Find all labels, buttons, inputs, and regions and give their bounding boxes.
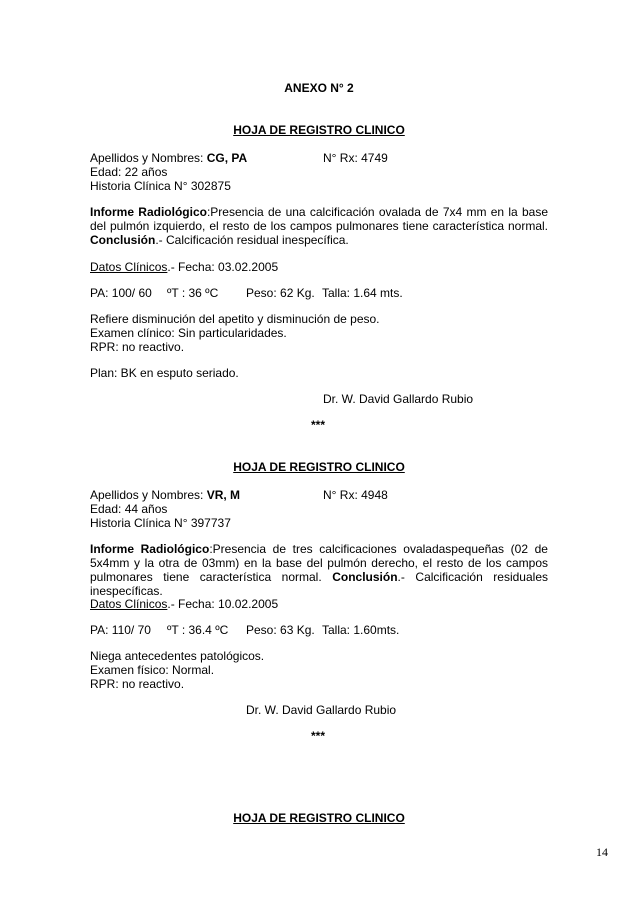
page-number: 14 (596, 845, 608, 859)
record-1-temp: ºT : 36 ºC (167, 286, 219, 300)
record-2-report (90, 542, 548, 598)
conclusion-label: Conclusión (332, 570, 398, 584)
annex-title: ANEXO N° 2 (284, 81, 354, 95)
record-2-clinical (90, 597, 278, 611)
record-1-note: Refiere disminución del apetito y disminución de peso. (90, 312, 380, 326)
record-2-weight: Peso: 63 Kg. (246, 623, 315, 637)
record-2-separator: *** (311, 729, 326, 743)
record-2-history: Historia Clínica N° 397737 (90, 516, 231, 530)
record-1-heading: HOJA DE REGISTRO CLINICO (233, 123, 405, 137)
record-1-height: Talla: 1.64 mts. (322, 286, 403, 300)
record-1-separator: *** (311, 418, 326, 432)
record-1-age: Edad: 22 años (90, 165, 168, 179)
record-2-height: Talla: 1.60mts. (322, 623, 400, 637)
report-text: :Presencia de una calcificación ovalada de 7x4 mm en la base del pulmón izquierdo, el resto de los campos pulmonares tiene característica normal. (90, 205, 549, 233)
record-1-weight: Peso: 62 Kg. (246, 286, 315, 300)
conclusion-text: .- Calcificación residual inespecífica. (155, 233, 349, 247)
record-1-rx: N° Rx: 4749 (323, 151, 388, 165)
clinical-date: .- Fecha: 03.02.2005 (167, 260, 279, 274)
name-label: Apellidos y Nombres: (90, 488, 207, 502)
clinical-label: Datos Clínicos (90, 597, 168, 611)
conclusion-text: .- Calcificación residuales inespecíficas. (90, 570, 548, 598)
record-2-doctor: Dr. W. David Gallardo Rubio (246, 703, 397, 717)
name-value: VR, M (206, 488, 241, 502)
record-2-age: Edad: 44 años (90, 502, 168, 516)
record-1-name (90, 151, 247, 165)
record-1-doctor: Dr. W. David Gallardo Rubio (323, 392, 474, 406)
record-3-heading: HOJA DE REGISTRO CLINICO (233, 811, 405, 825)
record-2-rx: N° Rx: 4948 (323, 488, 388, 502)
report-label: Informe Radiológico (90, 542, 210, 556)
record-2-temp: ºT : 36.4 ºC (167, 623, 229, 637)
record-2-note: RPR: no reactivo. (90, 677, 185, 691)
record-2-note: Examen físico: Normal. (90, 663, 215, 677)
record-2-name (90, 488, 240, 502)
report-text: :Presencia de tres calcificaciones ovaladaspequeñas (02 de 5x4mm y la otra de 03mm) en la base del pulmón derecho, el resto de los campos pulmonares tiene característica normal. (90, 542, 548, 584)
record-2-heading: HOJA DE REGISTRO CLINICO (233, 460, 405, 474)
name-value: CG, PA (206, 151, 248, 165)
report-label: Informe Radiológico (90, 205, 207, 219)
record-1-plan: Plan: BK en esputo seriado. (90, 366, 239, 380)
name-label: Apellidos y Nombres: (90, 151, 207, 165)
record-1-report (90, 205, 548, 247)
record-2-pa: PA: 110/ 70 (90, 623, 151, 637)
record-1-note: Examen clínico: Sin particularidades. (90, 326, 287, 340)
record-1-clinical (90, 260, 278, 274)
clinical-date: .- Fecha: 10.02.2005 (167, 597, 279, 611)
conclusion-label: Conclusión (90, 233, 156, 247)
record-1-note: RPR: no reactivo. (90, 340, 185, 354)
record-1-history: Historia Clínica N° 302875 (90, 179, 231, 193)
clinical-label: Datos Clínicos (90, 260, 168, 274)
record-1-pa: PA: 100/ 60 (90, 286, 152, 300)
record-2-note: Niega antecedentes patológicos. (90, 649, 265, 663)
